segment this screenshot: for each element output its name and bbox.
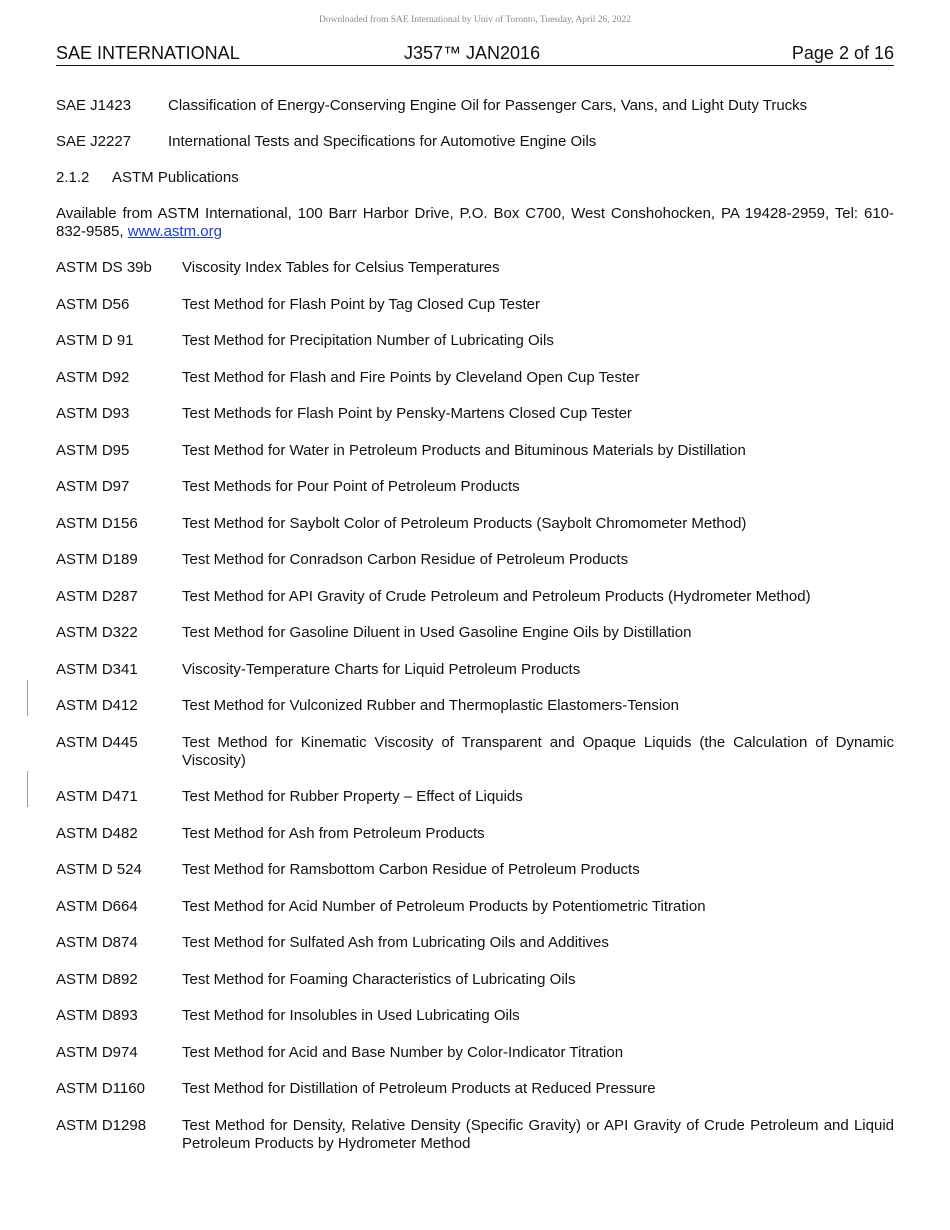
- reference-code: ASTM D56: [56, 295, 130, 313]
- reference-row: [56, 697, 894, 715]
- reference-title: Test Method for Insolubles in Used Lubricating Oils: [182, 1007, 520, 1024]
- reference-title: Test Method for Flash Point by Tag Closed Cup Tester: [182, 295, 540, 313]
- reference-title: Test Method for Ash from Petroleum Products: [182, 824, 485, 842]
- header-document-number: J357™ JAN2016: [404, 43, 541, 63]
- reference-row: [56, 734, 894, 770]
- reference-code: ASTM D874: [56, 934, 138, 951]
- section-number: 2.1.2: [56, 169, 90, 186]
- reference-title: Test Method for Precipitation Number of Lubricating Oils: [182, 332, 554, 349]
- reference-title: Test Methods for Pour Point of Petroleum Products: [182, 478, 520, 495]
- reference-code: ASTM D97: [56, 478, 130, 495]
- reference-code: ASTM D 524: [56, 861, 142, 878]
- reference-row: [56, 588, 894, 606]
- reference-title: Test Method for Acid and Base Number by Color-Indicator Titration: [182, 1043, 624, 1061]
- page-header: [56, 43, 894, 66]
- astm-reference-list: [56, 259, 894, 1153]
- availability-text: Available from ASTM International, 100 Barr Harbor Drive, P.O. Box C700, West Conshohocken, PA 19428-2959, Tel: 610-832-9585,: [56, 205, 894, 240]
- reference-row: [56, 898, 894, 916]
- reference-code: ASTM D664: [56, 897, 138, 915]
- section-title: ASTM Publications: [112, 169, 239, 186]
- reference-title: Test Method for Distillation of Petroleum Products at Reduced Pressure: [182, 1080, 656, 1097]
- reference-row: [56, 1044, 894, 1062]
- reference-code: ASTM D93: [56, 405, 130, 422]
- reference-row: [56, 788, 894, 806]
- reference-row: [56, 332, 894, 350]
- reference-title: Test Method for Density, Relative Density (Specific Gravity) or API Gravity of Crude Petroleum and Liquid Petroleum Products by Hydrometer Method: [182, 1116, 894, 1152]
- reference-code: SAE J2227: [56, 133, 132, 150]
- header-organization: SAE INTERNATIONAL: [56, 43, 240, 63]
- reference-code: ASTM D287: [56, 587, 138, 605]
- reference-row: [56, 1007, 894, 1025]
- reference-row: [56, 624, 894, 642]
- reference-row: [56, 1080, 894, 1098]
- reference-code: ASTM D892: [56, 970, 138, 988]
- reference-title: Test Method for Flash and Fire Points by Cleveland Open Cup Tester: [182, 368, 640, 386]
- reference-title: Test Method for Sulfated Ash from Lubricating Oils and Additives: [182, 934, 609, 951]
- reference-code: ASTM D471: [56, 788, 138, 805]
- reference-code: ASTM D1298: [56, 1116, 147, 1134]
- document-body: [56, 97, 894, 1171]
- reference-code: ASTM D974: [56, 1043, 138, 1061]
- reference-code: ASTM D 91: [56, 332, 134, 349]
- reference-code: ASTM D95: [56, 441, 130, 459]
- reference-title: Test Method for Rubber Property – Effect of Liquids: [182, 788, 523, 805]
- reference-row: [56, 934, 894, 952]
- reference-row: [56, 1117, 894, 1153]
- reference-title: International Tests and Specifications for Automotive Engine Oils: [168, 133, 597, 150]
- reference-title: Viscosity-Temperature Charts for Liquid Petroleum Products: [182, 660, 581, 678]
- reference-code: ASTM D189: [56, 551, 138, 568]
- reference-title: Test Method for Kinematic Viscosity of Transparent and Opaque Liquids (the Calculation of Dynamic Viscosity): [182, 733, 894, 769]
- reference-title: Test Method for Saybolt Color of Petroleum Products (Saybolt Chromometer Method): [182, 514, 747, 532]
- reference-code: ASTM D893: [56, 1007, 138, 1024]
- revision-change-bar: [27, 680, 28, 716]
- reference-code: ASTM D341: [56, 660, 138, 678]
- reference-title: Viscosity Index Tables for Celsius Temperatures: [182, 259, 500, 276]
- reference-row: [56, 296, 894, 314]
- reference-code: SAE J1423: [56, 97, 132, 114]
- reference-row: [56, 515, 894, 533]
- reference-code: ASTM D92: [56, 368, 130, 386]
- reference-code: ASTM D482: [56, 824, 138, 842]
- reference-title: Test Method for Acid Number of Petroleum Products by Potentiometric Titration: [182, 897, 706, 915]
- reference-code: ASTM D445: [56, 733, 138, 751]
- reference-title: Test Method for Gasoline Diluent in Used Gasoline Engine Oils by Distillation: [182, 624, 692, 641]
- reference-row: [56, 405, 894, 423]
- reference-title: Test Method for Ramsbottom Carbon Residue of Petroleum Products: [182, 861, 640, 878]
- revision-change-bar: [27, 771, 28, 807]
- reference-row: [56, 825, 894, 843]
- reference-code: ASTM D156: [56, 514, 138, 532]
- reference-row: [56, 661, 894, 679]
- reference-code: ASTM D322: [56, 624, 138, 641]
- header-page-number: Page 2 of 16: [791, 43, 894, 63]
- reference-row: [56, 133, 894, 151]
- reference-row: [56, 971, 894, 989]
- reference-code: ASTM DS 39b: [56, 259, 152, 276]
- reference-title: Test Method for Water in Petroleum Products and Bituminous Materials by Distillation: [182, 441, 746, 459]
- reference-row: [56, 478, 894, 496]
- download-watermark: Downloaded from SAE International by Univ of Toronto, Tuesday, April 26, 2022: [318, 15, 631, 25]
- reference-title: Test Method for Conradson Carbon Residue of Petroleum Products: [182, 551, 629, 568]
- reference-row: [56, 259, 894, 277]
- reference-row: [56, 97, 894, 115]
- reference-title: Test Method for Vulconized Rubber and Thermoplastic Elastomers-Tension: [182, 697, 679, 714]
- reference-title: Test Method for API Gravity of Crude Petroleum and Petroleum Products (Hydrometer Method): [182, 587, 811, 605]
- reference-row: [56, 861, 894, 879]
- section-heading: [56, 169, 894, 187]
- astm-website-link[interactable]: www.astm.org: [127, 223, 222, 240]
- reference-code: ASTM D1160: [56, 1080, 145, 1097]
- reference-title: Test Methods for Flash Point by Pensky-Martens Closed Cup Tester: [182, 405, 632, 422]
- reference-row: [56, 551, 894, 569]
- reference-title: Test Method for Foaming Characteristics of Lubricating Oils: [182, 970, 576, 988]
- reference-code: ASTM D412: [56, 697, 138, 714]
- availability-paragraph: [56, 205, 894, 241]
- reference-title: Classification of Energy-Conserving Engine Oil for Passenger Cars, Vans, and Light Duty Trucks: [168, 97, 808, 114]
- reference-row: [56, 369, 894, 387]
- reference-row: [56, 442, 894, 460]
